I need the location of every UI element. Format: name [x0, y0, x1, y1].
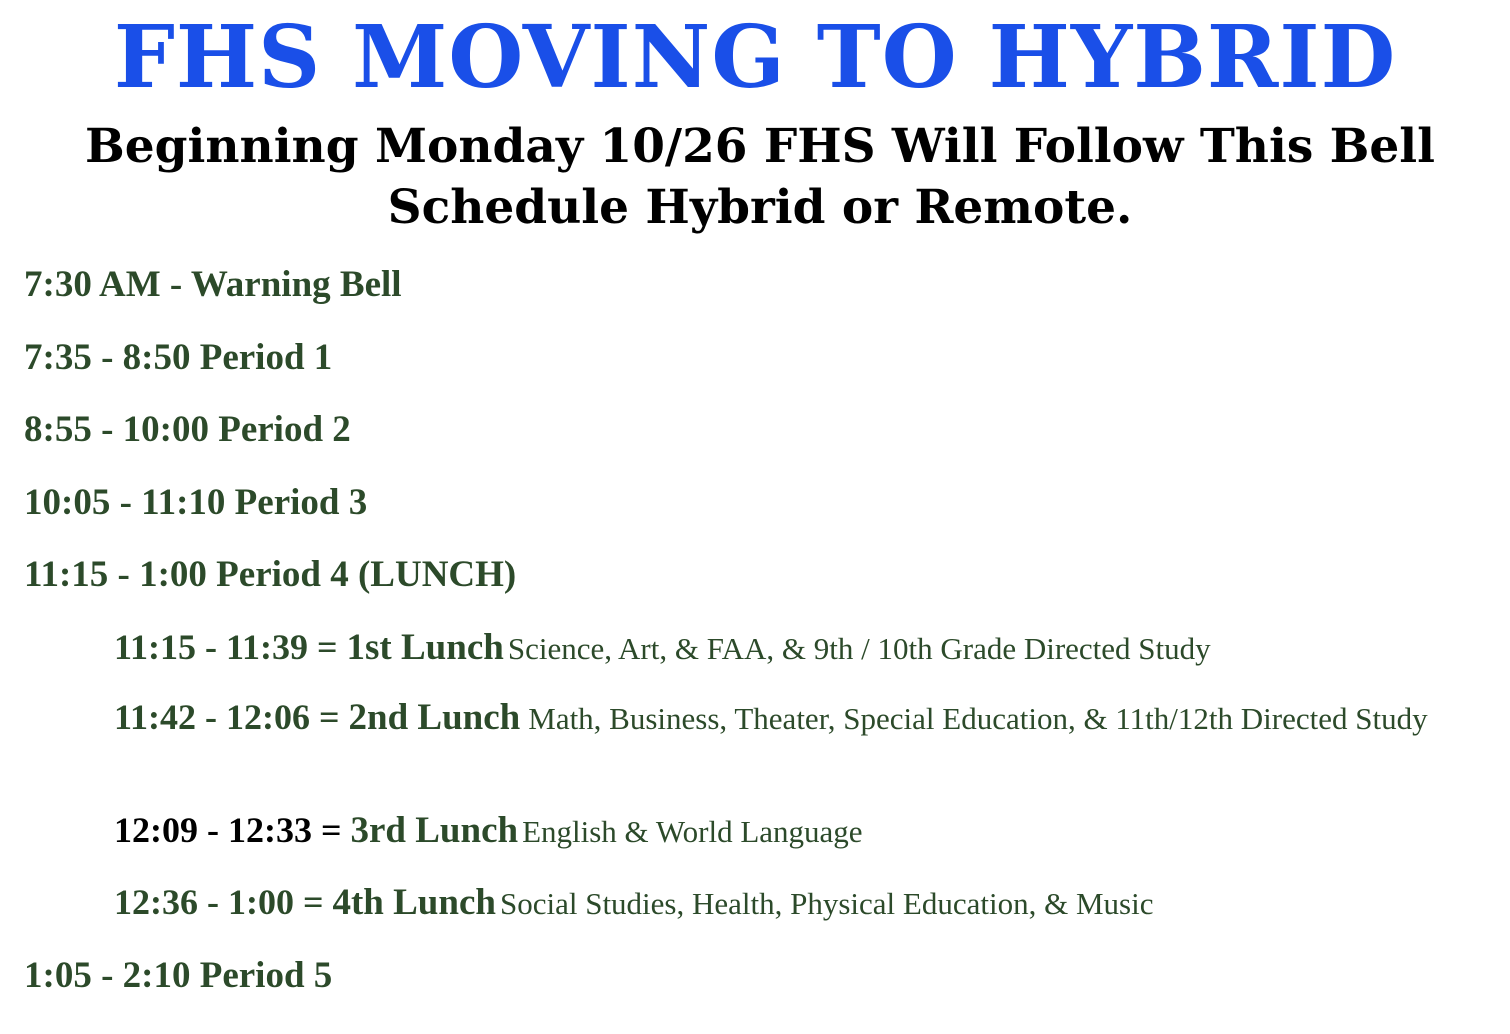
lunch-item-2nd: [114, 698, 1474, 744]
lunch-departments: Math, Business, Theater, Special Education, & 11th/12th Directed Study: [528, 701, 1428, 736]
schedule-item-period-2: 8:55 - 10:00 Period 2: [24, 409, 351, 450]
lunch-departments: Science, Art, & FAA, & 9th / 10th Grade Directed Study: [507, 631, 1211, 666]
page-subtitle: Beginning Monday 10/26 FHS Will Follow This Bell Schedule Hybrid or Remote.: [85, 119, 1435, 235]
lunch-departments: English & World Language: [522, 814, 863, 849]
lunch-time: 11:42 - 12:06 =: [114, 697, 349, 737]
schedule-item-warning-bell: 7:30 AM - Warning Bell: [24, 264, 402, 305]
schedule-item-period-4: 11:15 - 1:00 Period 4 (LUNCH): [24, 554, 517, 595]
schedule-item-period-3: 10:05 - 11:10 Period 3: [24, 482, 368, 523]
lunch-item-4th: [114, 881, 1474, 924]
schedule-item-period-1: 7:35 - 8:50 Period 1: [24, 337, 333, 378]
lunch-time: 12:09 - 12:33 =: [114, 810, 351, 850]
lunch-time: 11:15 - 11:39 =: [114, 627, 347, 667]
schedule-item-period-5: 1:05 - 2:10 Period 5: [24, 955, 333, 996]
lunch-name: 4th Lunch: [332, 882, 496, 923]
lunch-name: 3rd Lunch: [350, 810, 519, 851]
lunch-departments: Social Studies, Health, Physical Education, & Music: [499, 886, 1154, 921]
page-title: FHS MOVING TO HYBRID: [113, 7, 1397, 108]
lunch-item-3rd: [114, 809, 1474, 852]
lunch-name: 1st Lunch: [346, 627, 504, 668]
lunch-name: 2nd Lunch: [348, 697, 521, 738]
lunch-time: 12:36 - 1:00 =: [114, 882, 333, 922]
lunch-item-1st: [114, 626, 1474, 669]
